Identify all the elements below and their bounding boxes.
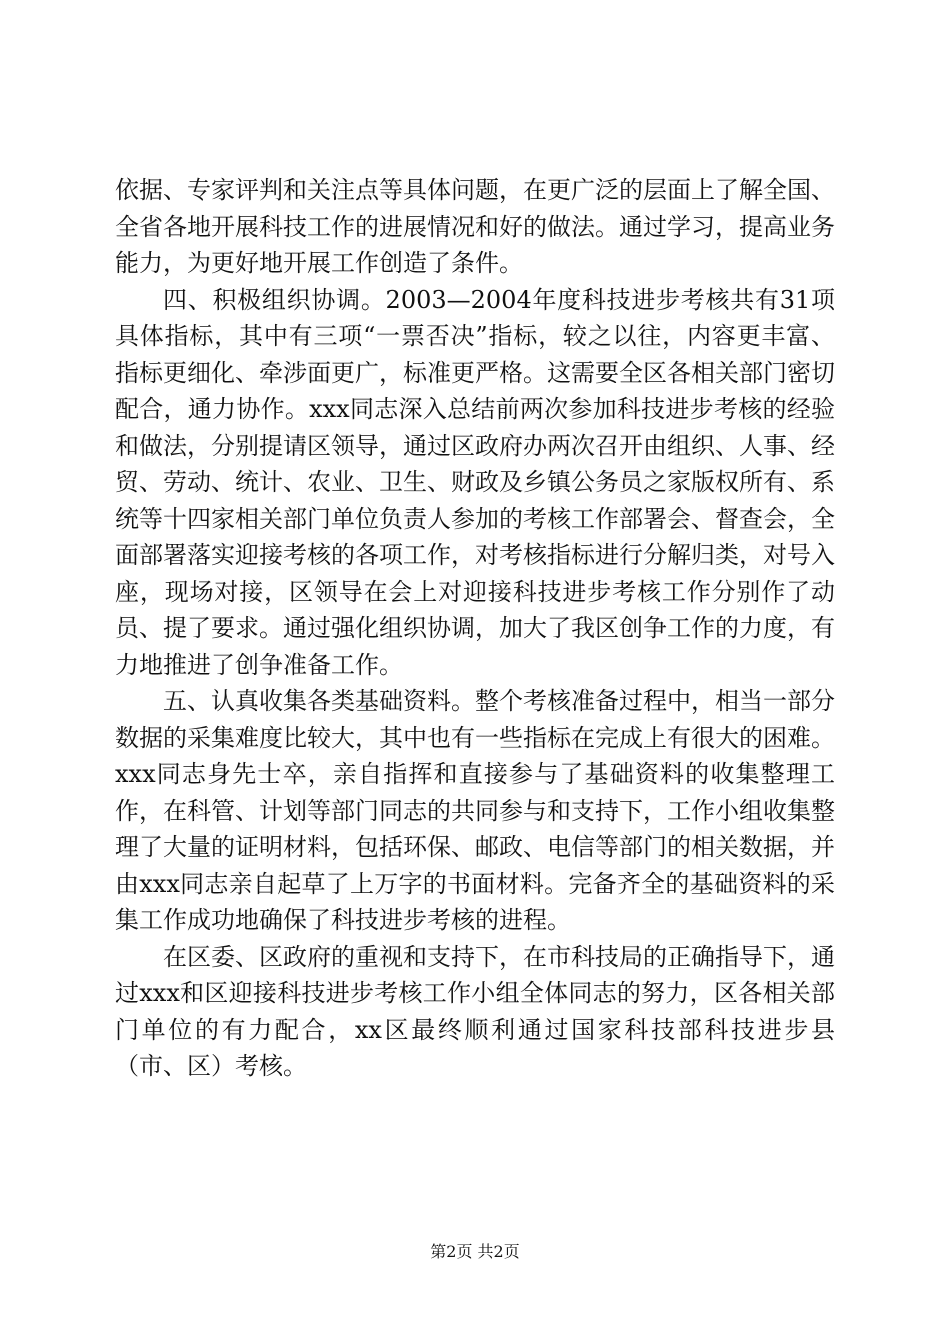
paragraph-basic-materials: 五、认真收集各类基础资料。整个考核准备过程中，相当一部分数据的采集难度比较大，其中也有一些指标在完成上有很大的困难。xxx同志身先士卒，亲自指挥和直接参与了基础资料的收集整理工作，在科管、计划等部门同志的共同参与和支持下，工作小组收集整理了大量的证明材料，包括环保、邮政、电信等部门的相关数据，并由xxx同志亲自起草了上万字的书面材料。完备齐全的基础资料的采集工作成功地确保了科技进步考核的进程。 xyxy=(115,687,835,934)
page-number-footer: 第2页 共2页 xyxy=(430,1242,520,1261)
paragraph-conclusion: 在区委、区政府的重视和支持下，在市科技局的正确指导下，通过xxx和区迎接科技进步考核工作小组全体同志的努力，区各相关部门单位的有力配合，xx区最终顺利通过国家科技部科技进步县（市、区）考核。 xyxy=(115,942,835,1080)
document-body xyxy=(115,172,835,1085)
paragraph-organization-coordination: 四、积极组织协调。2003—2004年度科技进步考核共有31项具体指标，其中有三项“一票否决”指标，较之以往，内容更丰富、指标更细化、牵涉面更广，标准更严格。这需要全区各相关部门密切配合，通力协作。xxx同志深入总结前两次参加科技进步考核的经验和做法，分别提请区领导，通过区政府办两次召开由组织、人事、经贸、劳动、统计、农业、卫生、财政及乡镇公务员之家版权所有、系统等十四家相关部门单位负责人参加的考核工作部署会、督查会，全面部署落实迎接考核的各项工作，对考核指标进行分解归类，对号入座，现场对接，区领导在会上对迎接科技进步考核工作分别作了动员、提了要求。通过强化组织协调，加大了我区创争工作的力度，有力地推进了创争准备工作。 xyxy=(115,285,835,679)
paragraph-continuation: 依据、专家评判和关注点等具体问题，在更广泛的层面上了解全国、全省各地开展科技工作的进展情况和好的做法。通过学习，提高业务能力，为更好地开展工作创造了条件。 xyxy=(115,176,835,277)
